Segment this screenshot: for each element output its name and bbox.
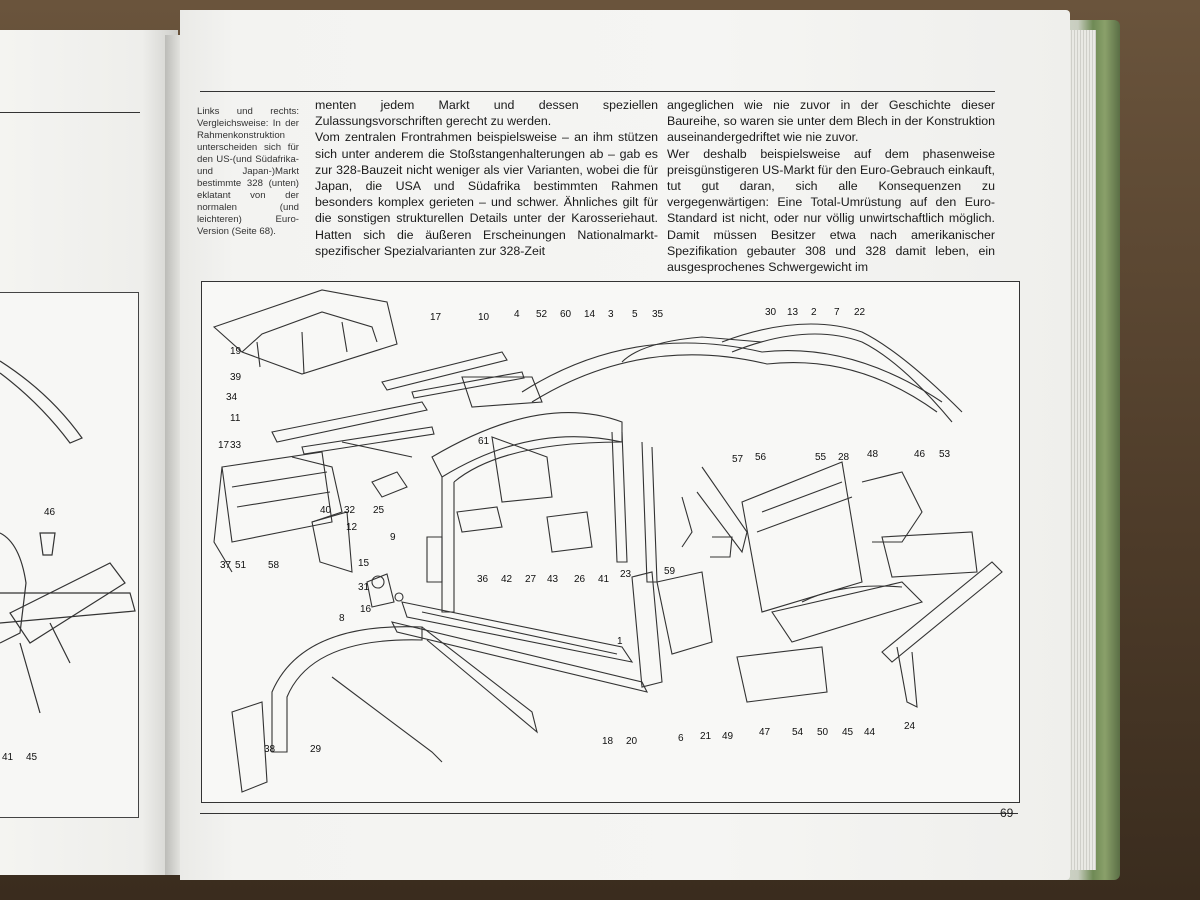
part-number-8: 8 xyxy=(339,613,345,624)
exploded-frame-diagram xyxy=(201,281,1020,803)
part-number-57: 57 xyxy=(732,454,744,465)
part-number-7: 7 xyxy=(834,307,840,318)
part-number-12: 12 xyxy=(346,522,358,533)
part-number-25: 25 xyxy=(373,505,385,516)
column2-paragraph-1: angeglichen wie nie zuvor in der Geschichte dieser Baureihe, so waren sie unter dem Blech in der Konstruktion auseinandergedriftet wie nie zuvor. xyxy=(667,98,995,145)
part-number-30: 30 xyxy=(765,307,777,318)
part-number-13: 13 xyxy=(787,307,799,318)
part-number-47: 47 xyxy=(759,727,771,738)
part-number-34: 34 xyxy=(226,392,238,403)
part-number-4: 4 xyxy=(514,309,520,320)
part-number-40: 40 xyxy=(320,505,332,516)
part-number-29: 29 xyxy=(310,744,322,755)
part-number-20: 20 xyxy=(626,736,638,747)
part-number-42: 42 xyxy=(501,574,513,585)
part-number-6: 6 xyxy=(678,733,684,744)
diagram-line-art xyxy=(214,290,1002,792)
part-number-11: 11 xyxy=(230,413,241,424)
part-number-26: 26 xyxy=(574,574,586,585)
part-number-59: 59 xyxy=(664,566,676,577)
header-rule xyxy=(200,91,995,92)
part-number-10: 10 xyxy=(478,312,490,323)
part-number-23: 23 xyxy=(620,569,632,580)
part-number-41: 41 xyxy=(598,574,610,585)
part-number-3: 3 xyxy=(608,309,614,320)
part-number-36: 36 xyxy=(477,574,489,585)
text-column-2 xyxy=(667,97,995,275)
left-frame-drawing xyxy=(0,293,138,817)
part-number-15: 15 xyxy=(358,558,370,569)
part-number-5: 5 xyxy=(632,309,638,320)
part-number-33: 33 xyxy=(230,440,242,451)
part-number-32: 32 xyxy=(344,505,356,516)
part-number-labels xyxy=(218,307,951,755)
part-number-28: 28 xyxy=(838,452,850,463)
left-page-rule xyxy=(0,112,140,113)
part-number-27: 27 xyxy=(525,574,537,585)
part-number-56: 56 xyxy=(755,452,767,463)
part-number-39: 39 xyxy=(230,372,242,383)
part-number-18: 18 xyxy=(602,736,614,747)
part-number-60: 60 xyxy=(560,309,572,320)
diagram-drawing xyxy=(202,282,1019,802)
part-number-35: 35 xyxy=(652,309,664,320)
part-number-46: 46 xyxy=(914,449,926,460)
column1-paragraph-2: Vom zentralen Frontrahmen beispielsweise – an ihm stützen sich unter anderem die Stoßstangenhalterungen ab – gab es zur 328-Bauzeit nicht weniger als vier Varianten, wobei die für Japan, die USA und Südafrika bestimmten Rahmen besonders komplex gerieten – und schwer. Ähnliches gilt für die sonstigen strukturellen Details unter der Karosseriehaut. Hatten sich die äußeren Erscheinungen Nationalmarkt-spezifischer Spezialvarianten zur 328-Zeit xyxy=(315,130,658,258)
part-number-45: 45 xyxy=(842,727,854,738)
part-number-48: 48 xyxy=(867,449,879,460)
part-number-53: 53 xyxy=(939,449,951,460)
page-number: 69 xyxy=(1000,806,1014,820)
left-label-46: 46 xyxy=(44,507,56,518)
left-label-41: 41 xyxy=(2,752,14,763)
left-page-figure xyxy=(0,292,139,818)
part-number-19: 19 xyxy=(230,346,242,357)
figure-caption: Links und rechts: Vergleichsweise: In der Rahmenkonstruktion unterscheiden sich für den US-(und Südafrika- und Japan-)Markt bestimmte 328 (unten) eklatant von der normalen (und leichteren) Euro-Version (Seite 68). xyxy=(197,106,299,237)
part-number-58: 58 xyxy=(268,560,280,571)
part-number-61: 61 xyxy=(478,436,490,447)
part-number-2: 2 xyxy=(811,307,817,318)
part-number-17: 17 xyxy=(218,440,230,451)
column1-paragraph-1: menten jedem Markt und dessen speziellen Zulassungsvorschriften gerecht zu werden. xyxy=(315,98,658,129)
part-number-52: 52 xyxy=(536,309,548,320)
part-number-24: 24 xyxy=(904,721,916,732)
part-number-9: 9 xyxy=(390,532,396,543)
part-number-22: 22 xyxy=(854,307,866,318)
column2-paragraph-2: Wer deshalb beispielsweise auf dem phasenweise preisgünstigeren US-Markt für den Euro-Gebrauch einkauft, tut gut daran, sich alle Konsequenzen zu vergegenwärtigen: Eine Total-Umrüstung auf den Euro-Standard ist nicht, oder nur völlig unwirtschaftlich möglich. Damit müssen Besitzer etwa nach amerikanischer Spezifikation gebauter 308 und 328 damit leben, ein ausgesprochenes Schwergewicht im xyxy=(667,146,995,275)
footer-rule xyxy=(200,813,1018,814)
part-number-14: 14 xyxy=(584,309,596,320)
part-number-38: 38 xyxy=(264,744,276,755)
part-number-21: 21 xyxy=(700,731,712,742)
part-number-17: 17 xyxy=(430,312,442,323)
part-number-16: 16 xyxy=(360,604,372,615)
part-number-37: 37 xyxy=(220,560,232,571)
part-number-55: 55 xyxy=(815,452,827,463)
part-number-31: 31 xyxy=(358,582,370,593)
part-number-44: 44 xyxy=(864,727,876,738)
left-label-45: 45 xyxy=(26,752,38,763)
part-number-50: 50 xyxy=(817,727,829,738)
part-number-51: 51 xyxy=(235,560,247,571)
text-column-1 xyxy=(315,97,658,259)
part-number-1: 1 xyxy=(617,636,623,647)
part-number-54: 54 xyxy=(792,727,804,738)
part-number-49: 49 xyxy=(722,731,734,742)
part-number-43: 43 xyxy=(547,574,559,585)
